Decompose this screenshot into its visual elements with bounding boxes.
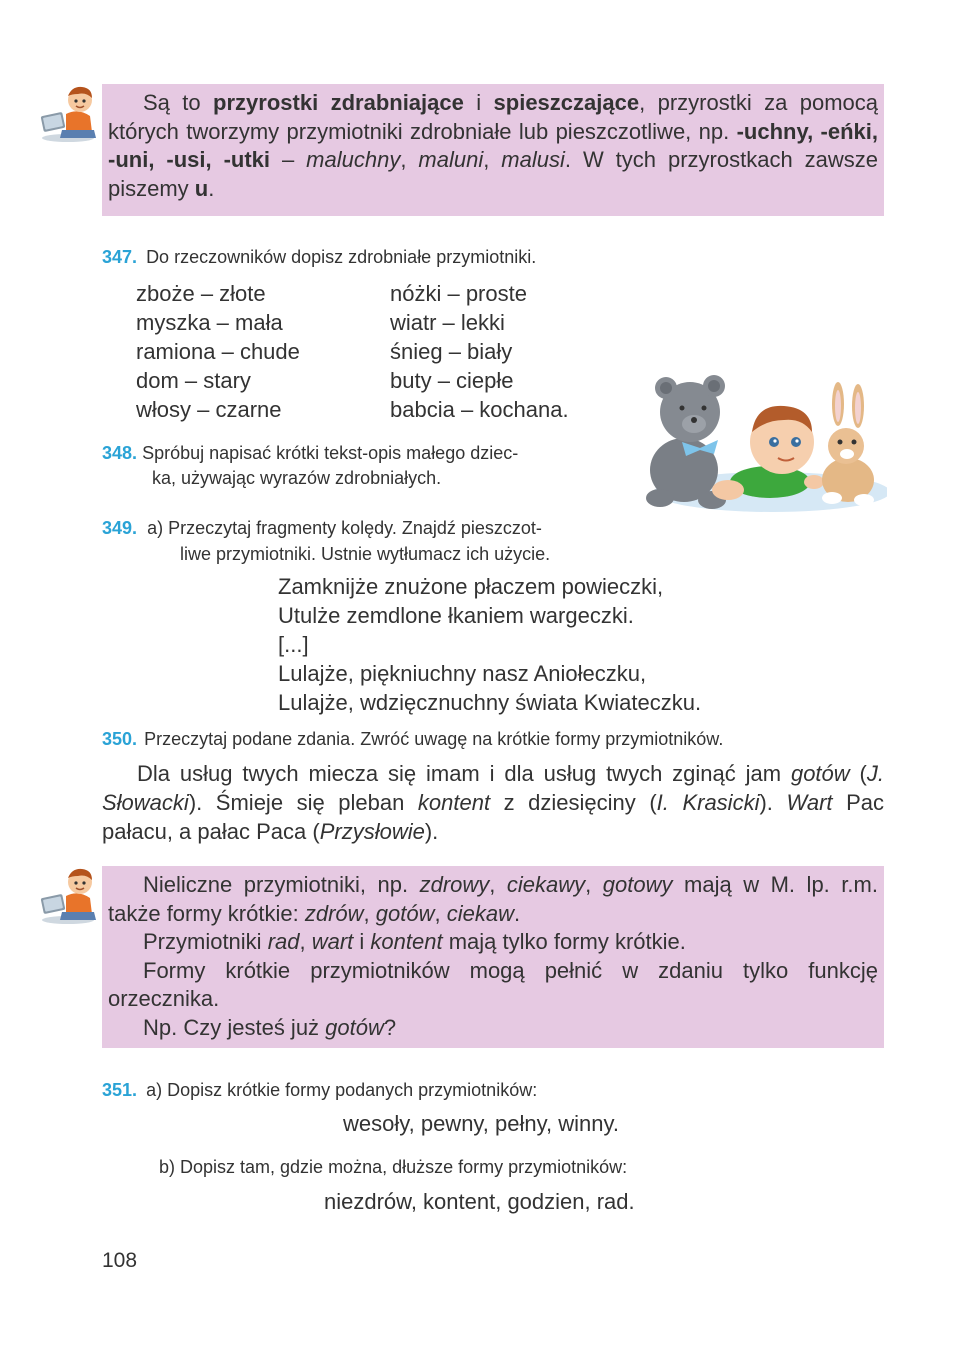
exercise-number: 349. [102,518,138,538]
text-span: , [363,900,376,926]
text-span: i [463,90,494,115]
page-number: 108 [102,1249,138,1272]
text-span: ). [424,819,439,844]
example-italic: wart [311,929,354,954]
poem-line: Lulajże, wdzięcznuchny świata Kwiateczku. [278,690,702,715]
word-pair: babcia – kochana. [390,397,569,422]
example-italic: gotowy [602,872,673,897]
instruction-text: Spróbuj napisać krótki tekst-opis małego dziec- [142,443,519,463]
text-span: . [208,175,215,201]
rule-text: Formy krótkie przymiotników mogą pełnić w zdaniu tylko funkcję orzecznika. [108,957,878,1011]
boy-with-laptop-icon [38,866,102,926]
example-italic: malusi [501,147,565,172]
instruction-text: a) Dopisz krótkie formy podanych przymiotników: [146,1080,538,1100]
example-italic: ciekawy [506,872,586,897]
text-span: , [299,929,312,954]
word-pair: myszka – mała [136,310,283,335]
text-span: Są to [143,90,214,115]
exercise-351b-instruction: b) Dopisz tam, gdzie można, dłuższe formy przymiotników: [159,1157,628,1177]
text-span: . [513,900,521,926]
exercise-number: 347. [102,247,138,267]
text-span: , [400,147,419,172]
rule-text [108,928,878,957]
author-italic: J. Słowacki [102,761,884,815]
exercise-347-left-column [136,279,300,424]
adjective-list-a: wesoły, pewny, pełny, winny. [343,1111,619,1136]
instruction-text: a) Przeczytaj fragmenty kolędy. Znajdź pieszczot- [147,518,542,538]
text-span: Np. Czy jesteś już [143,1014,326,1040]
exercise-351a-instruction [102,1080,537,1101]
poem-line: Lulajże, piękniuchny nasz Aniołeczku, [278,661,647,686]
exercise-number: 348. [102,443,138,463]
italic-word: Wart [786,790,833,815]
baby-with-teddy-and-bunny-illustration [642,370,887,520]
author-italic: I. Krasicki [656,790,760,815]
example-italic: maluni [418,147,484,172]
exercise-349-instruction [102,515,550,567]
example-italic: kontent [370,929,443,954]
rule-text [108,1014,878,1043]
text-span: , przyrostki za pomocą których tworzymy przymiotniki zdrobniałe lub pieszczotliwe, np. [108,90,878,144]
word-pair: zboże – złote [136,281,266,306]
word-pair: wiatr – lekki [390,310,505,335]
word-pair: nóżki – proste [390,281,527,306]
letter-u-bold: u [194,175,209,201]
poem-line: [...] [278,632,309,657]
text-span: , [434,900,447,926]
rule-box-short-forms [102,866,884,1048]
poem-line: Zamknijże znużone płaczem powieczki, [278,574,664,599]
word-pair: śnieg – biały [390,339,513,364]
exercise-350-instruction [102,729,723,750]
text-span: i [353,929,371,954]
text-span: , [489,872,507,897]
text-span: mają w M. lp. r.m. także formy krótkie: [108,872,878,926]
example-italic: maluchny [306,147,401,172]
carol-poem [278,572,701,717]
rule-box-diminutive-suffixes [102,84,884,216]
instruction-text: Do rzeczowników dopisz zdrobniałe przymiotniki. [146,247,537,267]
instruction-text: liwe przymiotniki. Ustnie wytłumacz ich użycie. [180,544,551,564]
exercise-347-instruction [102,247,536,268]
exercise-number: 350. [102,729,138,749]
text-span: Nieliczne przymiotniki, np. [143,872,420,897]
text-span: Pac pałacu, a pałac Paca ( [102,790,884,844]
text-span: , [483,147,502,172]
adjective-list-b: niezdrów, kontent, godzien, rad. [324,1189,635,1214]
exercise-350-sentences [102,759,884,846]
word-pair: buty – ciepłe [390,368,514,393]
poem-line: Utulże zemdlone łkaniem wargeczki. [278,603,634,628]
text-span: . W tych przyrostkach zawsze piszemy [108,147,878,201]
text-span: Przymiotniki [143,929,268,954]
exercise-number: 351. [102,1080,138,1100]
word-pair: dom – stary [136,368,251,393]
text-span: ). Śmieje się pleban [188,790,418,815]
suffix-list-bold: -uchny, -eńki, -uni, -usi, -utki [108,118,878,172]
rule-text [108,89,878,203]
instruction-text: ka, używając wyrazów zdrobniałych. [152,468,442,488]
italic-word: gotów [790,761,850,786]
word-pair: ramiona – chude [136,339,300,364]
text-span: mają tylko formy krótkie. [442,929,686,954]
rule-text [108,871,878,928]
example-italic: zdrów [304,900,364,926]
example-italic: gotów [375,900,435,926]
exercise-347-right-column [390,279,569,424]
text-span: z dziesięciny ( [490,790,657,815]
italic-word: kontent [417,790,491,815]
text-span: ? [383,1014,397,1040]
example-italic: gotów [325,1014,384,1040]
term-bold: przyrostki zdrabniające [213,90,464,115]
text-span: , [585,872,603,897]
term-bold: spieszczające [493,90,640,115]
instruction-text: Przeczytaj podane zdania. Zwróć uwagę na krótkie formy przymiotników. [144,729,724,749]
example-italic: zdrowy [419,872,490,897]
exercise-348-instruction [102,441,518,491]
text-span: – [270,147,307,172]
source-italic: Przysłowie [319,819,425,844]
example-italic: rad [267,929,300,954]
text-span: Dla usług twych miecza się imam i dla usług twych zginąć jam [137,761,791,786]
word-pair: włosy – czarne [136,397,282,422]
boy-with-laptop-icon [38,84,102,144]
text-span: ). [759,790,787,815]
example-italic: ciekaw [446,900,514,926]
text-span: ( [849,761,867,786]
